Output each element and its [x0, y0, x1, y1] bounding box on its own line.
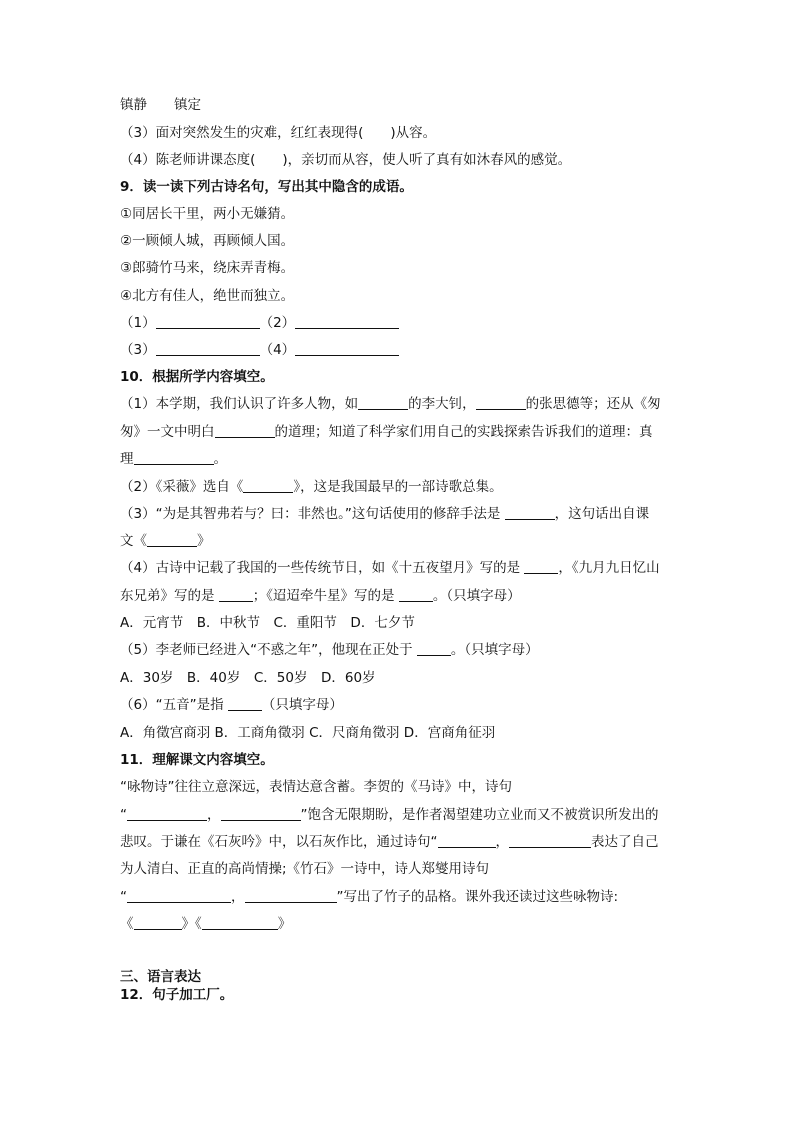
- text: （2）《采薇》选自《: [120, 479, 244, 495]
- text: 《: [120, 916, 134, 932]
- text: ，: [495, 834, 509, 850]
- fill-blank[interactable]: [243, 477, 293, 493]
- fill-blank[interactable]: [476, 394, 526, 410]
- answer-blank-2[interactable]: [295, 313, 399, 329]
- text: ”饱含无限期盼，是作者渴望建功立业而又不被赏识所发出的: [300, 807, 659, 823]
- text: 。（只填字母）: [450, 642, 539, 658]
- text: （只填字母）: [261, 697, 343, 713]
- q10-1-line-1: [120, 394, 661, 414]
- fill-blank[interactable]: [509, 832, 591, 848]
- answer-blank-4[interactable]: [295, 340, 399, 356]
- q10-3-line-2: [120, 531, 211, 551]
- text: “: [120, 807, 127, 823]
- text: 》: [277, 916, 292, 932]
- fill-blank[interactable]: [228, 695, 262, 711]
- q10-1-line-2: [120, 422, 653, 442]
- q11-line-3: [120, 832, 659, 852]
- q10-6: [120, 695, 343, 715]
- q11-line-5: [120, 887, 618, 907]
- label-3: （3）: [120, 342, 156, 358]
- text: 东兄弟》写的是: [120, 588, 219, 604]
- section-heading: 三、语言表达: [120, 969, 201, 985]
- q11-line-4: 为人清白、正直的高尚情操;《竹石》一诗中，诗人郑燮用诗句: [120, 861, 490, 877]
- text: 。（只填字母）: [432, 588, 521, 604]
- q10-4-options: A．元宵节 B．中秋节 C．重阳节 D．七夕节: [120, 615, 415, 631]
- fill-blank[interactable]: [215, 422, 275, 438]
- text: 匆》一文中明白: [120, 424, 215, 440]
- text: 》，这是我国最早的一部诗歌总集。: [293, 479, 503, 495]
- fill-blank[interactable]: [127, 805, 207, 821]
- text: 。: [213, 451, 227, 467]
- q10-3-line-1: [120, 504, 649, 524]
- q10-4-line-1: [120, 558, 660, 578]
- q11-line-1: “咏物诗”往往立意深远，表情达意含蓄。李贺的《马诗》中，诗句: [120, 779, 512, 795]
- label-1: （1）: [120, 315, 156, 331]
- text-line: 镇静 镇定: [120, 97, 201, 113]
- question-3: （3）面对突然发生的灾难，红红表现得( )从容。: [120, 125, 437, 141]
- fill-blank[interactable]: [399, 586, 433, 602]
- answer-blank-3[interactable]: [156, 340, 260, 356]
- poem-line-2: ②一顾倾人城，再顾倾人国。: [120, 233, 295, 249]
- fill-blank[interactable]: [127, 887, 231, 903]
- text: （6）“五音”是指: [120, 697, 228, 713]
- fill-blank[interactable]: [358, 394, 408, 410]
- q10-2: [120, 477, 503, 497]
- fill-blank[interactable]: [417, 640, 451, 656]
- text: ，《九月九日忆山: [558, 560, 660, 576]
- q10-5-options: A．30岁 B．40岁 C．50岁 D．60岁: [120, 670, 376, 686]
- text: 理: [120, 451, 134, 467]
- text: ”写出了竹子的品格。课外我还读过这些咏物诗:: [336, 889, 619, 905]
- question-10-title: 10．根据所学内容填空。: [120, 369, 274, 385]
- q11-line-2: [120, 805, 659, 825]
- q10-6-options: A．角徵宫商羽 B．工商角徵羽 C．尺商角徵羽 D．宫商角征羽: [120, 725, 496, 741]
- question-9-title: 9．读一读下列古诗名句，写出其中隐含的成语。: [120, 179, 413, 195]
- text: 的道理；知道了科学家们用自己的实践探索告诉我们的道理：真: [274, 424, 653, 440]
- text: 》: [197, 533, 211, 549]
- answer-row-2: [120, 340, 399, 360]
- fill-blank[interactable]: [438, 832, 496, 848]
- q10-4-line-2: [120, 586, 521, 606]
- text: 的张思德等；还从《匆: [525, 396, 661, 412]
- text: ，: [231, 889, 245, 905]
- poem-line-3: ③郎骑竹马来，绕床弄青梅。: [120, 260, 295, 276]
- text: 的李大钊，: [408, 396, 476, 412]
- fill-blank[interactable]: [219, 586, 253, 602]
- text: 》《: [181, 916, 202, 932]
- label-4: （4）: [259, 342, 296, 358]
- fill-blank[interactable]: [524, 558, 558, 574]
- text: 悲叹。于谦在《石灰吟》中，以石灰作比，通过诗句“: [120, 834, 438, 850]
- fill-blank[interactable]: [134, 914, 182, 930]
- question-12-title: 12．句子加工厂。: [120, 987, 234, 1003]
- answer-blank-1[interactable]: [156, 313, 260, 329]
- fill-blank[interactable]: [202, 914, 278, 930]
- text: 表达了自己: [591, 834, 659, 850]
- poem-line-4: ④北方有佳人，绝世而独立。: [120, 288, 295, 304]
- fill-blank[interactable]: [221, 805, 301, 821]
- fill-blank[interactable]: [505, 504, 555, 520]
- text: ；《迢迢牵牛星》写的是: [252, 588, 399, 604]
- text: （4）古诗中记载了我国的一些传统节日，如《十五夜望月》写的是: [120, 560, 525, 576]
- text: 文《: [120, 533, 147, 549]
- text: “: [120, 889, 127, 905]
- text: ，: [207, 807, 221, 823]
- label-2: （2）: [259, 315, 296, 331]
- poem-line-1: ①同居长干里，两小无嫌猜。: [120, 206, 295, 222]
- fill-blank[interactable]: [245, 887, 337, 903]
- question-4: （4）陈老师讲课态度( )，亲切而从容，使人听了真有如沐春风的感觉。: [120, 152, 572, 168]
- q11-line-6: [120, 914, 291, 934]
- text: ，这句话出自课: [554, 506, 650, 522]
- text: （5）李老师已经进入“不惑之年”，他现在正处于: [120, 642, 417, 658]
- text: （3）“为是其智弗若与？曰：非然也。”这句话使用的修辞手法是: [120, 506, 505, 522]
- answer-row-1: [120, 313, 399, 333]
- q10-1-line-3: [120, 449, 227, 469]
- fill-blank[interactable]: [147, 531, 197, 547]
- fill-blank[interactable]: [134, 449, 214, 465]
- text: （1）本学期，我们认识了许多人物，如: [120, 396, 359, 412]
- question-11-title: 11．理解课文内容填空。: [120, 752, 274, 768]
- q10-5: [120, 640, 539, 660]
